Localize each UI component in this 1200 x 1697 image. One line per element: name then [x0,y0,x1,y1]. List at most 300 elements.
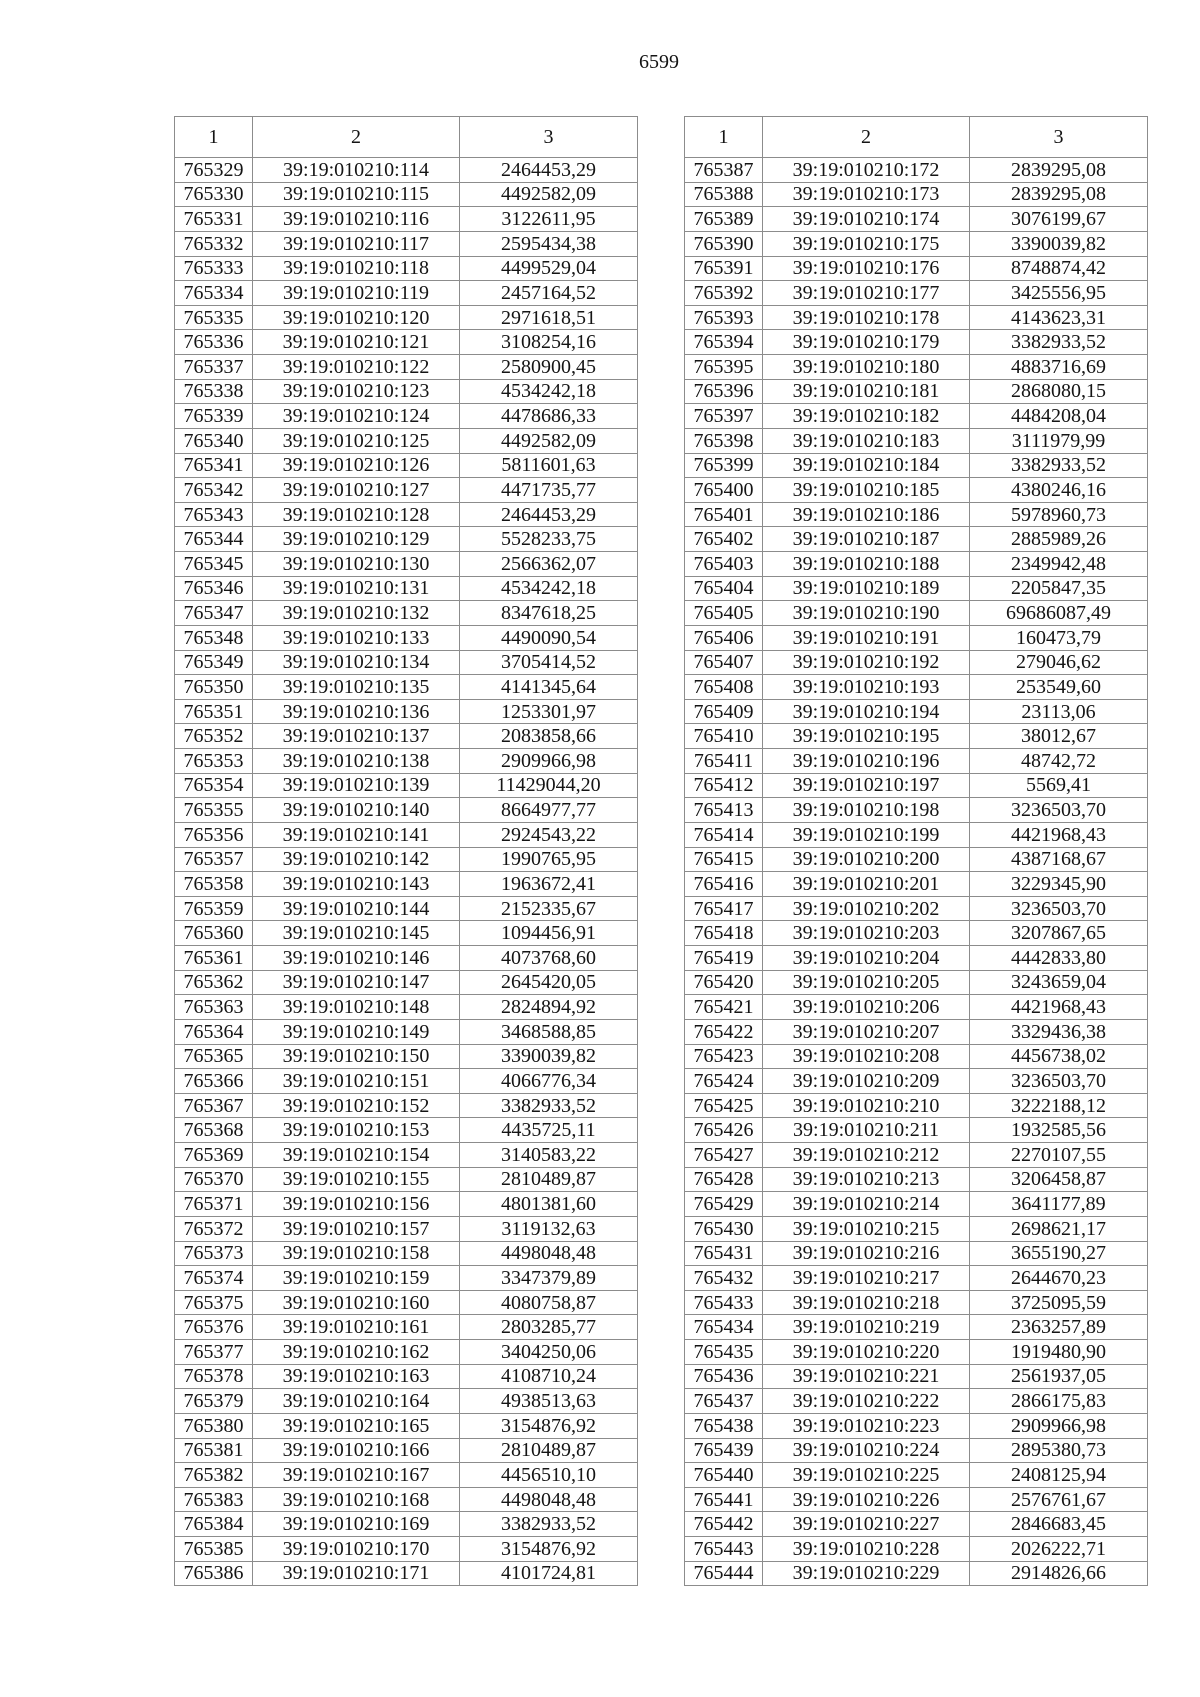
row-number-cell: 765387 [685,158,763,183]
value-cell: 4534242,18 [460,379,638,404]
value-cell: 3207867,65 [970,921,1148,946]
cadastral-number-cell: 39:19:010210:209 [763,1069,970,1094]
cadastral-number-cell: 39:19:010210:150 [253,1044,460,1069]
row-number-cell: 765378 [175,1364,253,1389]
row-number-cell: 765370 [175,1167,253,1192]
row-number-cell: 765373 [175,1241,253,1266]
cadastral-number-cell: 39:19:010210:132 [253,601,460,626]
value-cell: 1932585,56 [970,1118,1148,1143]
row-number-cell: 765436 [685,1364,763,1389]
cadastral-number-cell: 39:19:010210:164 [253,1389,460,1414]
cadastral-number-cell: 39:19:010210:130 [253,552,460,577]
value-cell: 8347618,25 [460,601,638,626]
row-number-cell: 765360 [175,921,253,946]
table-row [175,1364,638,1389]
row-number-cell: 765429 [685,1192,763,1217]
cadastral-number-cell: 39:19:010210:202 [763,896,970,921]
table-row [685,1266,1148,1291]
row-number-cell: 765359 [175,896,253,921]
cadastral-number-cell: 39:19:010210:136 [253,699,460,724]
value-cell: 4435725,11 [460,1118,638,1143]
cadastral-number-cell: 39:19:010210:128 [253,502,460,527]
row-number-cell: 765396 [685,379,763,404]
cadastral-number-cell: 39:19:010210:218 [763,1290,970,1315]
row-number-cell: 765385 [175,1537,253,1562]
cadastral-number-cell: 39:19:010210:124 [253,404,460,429]
cadastral-number-cell: 39:19:010210:169 [253,1512,460,1537]
cadastral-number-cell: 39:19:010210:171 [253,1561,460,1586]
table-row [685,946,1148,971]
value-cell: 2645420,05 [460,970,638,995]
column-header: 3 [970,117,1148,158]
value-cell: 3347379,89 [460,1266,638,1291]
value-cell: 3705414,52 [460,650,638,675]
row-number-cell: 765443 [685,1537,763,1562]
table-row [685,1438,1148,1463]
table-row [685,527,1148,552]
value-cell: 2839295,08 [970,158,1148,183]
table-row [685,1537,1148,1562]
table-row [685,1512,1148,1537]
row-number-cell: 765335 [175,305,253,330]
row-number-cell: 765414 [685,822,763,847]
row-number-cell: 765411 [685,749,763,774]
table-row [175,1019,638,1044]
row-number-cell: 765376 [175,1315,253,1340]
table-row [685,896,1148,921]
row-number-cell: 765330 [175,182,253,207]
table-row [685,773,1148,798]
table-body [175,158,638,1586]
table-row [175,1069,638,1094]
row-number-cell: 765384 [175,1512,253,1537]
row-number-cell: 765413 [685,798,763,823]
cadastral-number-cell: 39:19:010210:227 [763,1512,970,1537]
cadastral-number-cell: 39:19:010210:154 [253,1143,460,1168]
row-number-cell: 765388 [685,182,763,207]
row-number-cell: 765394 [685,330,763,355]
cadastral-number-cell: 39:19:010210:195 [763,724,970,749]
table-header [175,117,638,158]
row-number-cell: 765438 [685,1413,763,1438]
value-cell: 1253301,97 [460,699,638,724]
cadastral-number-cell: 39:19:010210:219 [763,1315,970,1340]
table-row [175,207,638,232]
value-cell: 2824894,92 [460,995,638,1020]
value-cell: 4101724,81 [460,1561,638,1586]
cadastral-number-cell: 39:19:010210:208 [763,1044,970,1069]
cadastral-number-cell: 39:19:010210:159 [253,1266,460,1291]
value-cell: 2644670,23 [970,1266,1148,1291]
row-number-cell: 765379 [175,1389,253,1414]
cadastral-number-cell: 39:19:010210:179 [763,330,970,355]
table-row [175,182,638,207]
row-number-cell: 765364 [175,1019,253,1044]
row-number-cell: 765344 [175,527,253,552]
value-cell: 4534242,18 [460,576,638,601]
table-row [685,1143,1148,1168]
value-cell: 3390039,82 [970,231,1148,256]
row-number-cell: 765440 [685,1463,763,1488]
value-cell: 5569,41 [970,773,1148,798]
table-row [685,749,1148,774]
value-cell: 23113,06 [970,699,1148,724]
table-row [685,158,1148,183]
cadastral-number-cell: 39:19:010210:220 [763,1340,970,1365]
value-cell: 2561937,05 [970,1364,1148,1389]
value-cell: 3236503,70 [970,1069,1148,1094]
table-row [685,921,1148,946]
cadastral-number-cell: 39:19:010210:180 [763,355,970,380]
table-row [175,576,638,601]
cadastral-number-cell: 39:19:010210:174 [763,207,970,232]
row-number-cell: 765430 [685,1216,763,1241]
value-cell: 4143623,31 [970,305,1148,330]
table-row [685,650,1148,675]
row-number-cell: 765390 [685,231,763,256]
cadastral-number-cell: 39:19:010210:173 [763,182,970,207]
table-row [685,970,1148,995]
table-row [685,182,1148,207]
cadastral-number-cell: 39:19:010210:115 [253,182,460,207]
row-number-cell: 765382 [175,1463,253,1488]
cadastral-number-cell: 39:19:010210:186 [763,502,970,527]
row-number-cell: 765386 [175,1561,253,1586]
row-number-cell: 765407 [685,650,763,675]
cadastral-number-cell: 39:19:010210:189 [763,576,970,601]
row-number-cell: 765435 [685,1340,763,1365]
row-number-cell: 765420 [685,970,763,995]
row-number-cell: 765441 [685,1487,763,1512]
cadastral-number-cell: 39:19:010210:149 [253,1019,460,1044]
table-row [175,1315,638,1340]
table-row [685,601,1148,626]
cadastral-number-cell: 39:19:010210:133 [253,625,460,650]
row-number-cell: 765392 [685,281,763,306]
cadastral-number-cell: 39:19:010210:157 [253,1216,460,1241]
value-cell: 4421968,43 [970,995,1148,1020]
row-number-cell: 765404 [685,576,763,601]
table-row [175,1093,638,1118]
value-cell: 2408125,94 [970,1463,1148,1488]
table-row [685,379,1148,404]
table-row [175,355,638,380]
table-row [175,921,638,946]
row-number-cell: 765368 [175,1118,253,1143]
cadastral-number-cell: 39:19:010210:213 [763,1167,970,1192]
value-cell: 2909966,98 [970,1413,1148,1438]
row-number-cell: 765416 [685,872,763,897]
value-cell: 279046,62 [970,650,1148,675]
value-cell: 2971618,51 [460,305,638,330]
value-cell: 4490090,54 [460,625,638,650]
row-number-cell: 765405 [685,601,763,626]
row-number-cell: 765342 [175,478,253,503]
table-row [685,1389,1148,1414]
cadastral-number-cell: 39:19:010210:135 [253,675,460,700]
table-row [175,1044,638,1069]
value-cell: 4066776,34 [460,1069,638,1094]
row-number-cell: 765350 [175,675,253,700]
cadastral-number-cell: 39:19:010210:226 [763,1487,970,1512]
cadastral-number-cell: 39:19:010210:116 [253,207,460,232]
cadastral-number-cell: 39:19:010210:178 [763,305,970,330]
cadastral-number-cell: 39:19:010210:148 [253,995,460,1020]
table-row [175,1143,638,1168]
cadastral-number-cell: 39:19:010210:156 [253,1192,460,1217]
row-number-cell: 765349 [175,650,253,675]
cadastral-number-cell: 39:19:010210:221 [763,1364,970,1389]
value-cell: 2363257,89 [970,1315,1148,1340]
row-number-cell: 765431 [685,1241,763,1266]
cadastral-number-cell: 39:19:010210:139 [253,773,460,798]
cadastral-number-cell: 39:19:010210:199 [763,822,970,847]
value-cell: 4492582,09 [460,182,638,207]
row-number-cell: 765425 [685,1093,763,1118]
cadastral-number-cell: 39:19:010210:216 [763,1241,970,1266]
cadastral-number-cell: 39:19:010210:201 [763,872,970,897]
cadastral-number-cell: 39:19:010210:121 [253,330,460,355]
value-cell: 253549,60 [970,675,1148,700]
value-cell: 3108254,16 [460,330,638,355]
cadastral-number-cell: 39:19:010210:188 [763,552,970,577]
table-row [685,1118,1148,1143]
row-number-cell: 765329 [175,158,253,183]
value-cell: 1963672,41 [460,872,638,897]
value-cell: 4380246,16 [970,478,1148,503]
row-number-cell: 765393 [685,305,763,330]
cadastral-number-cell: 39:19:010210:163 [253,1364,460,1389]
cadastral-number-cell: 39:19:010210:191 [763,625,970,650]
cadastral-number-cell: 39:19:010210:161 [253,1315,460,1340]
row-number-cell: 765372 [175,1216,253,1241]
cadastral-number-cell: 39:19:010210:125 [253,428,460,453]
row-number-cell: 765333 [175,256,253,281]
table-row [175,1192,638,1217]
value-cell: 3119132,63 [460,1216,638,1241]
row-number-cell: 765383 [175,1487,253,1512]
table-row [175,798,638,823]
cadastral-number-cell: 39:19:010210:141 [253,822,460,847]
value-cell: 4421968,43 [970,822,1148,847]
row-number-cell: 765367 [175,1093,253,1118]
cadastral-number-cell: 39:19:010210:210 [763,1093,970,1118]
table-row [175,1118,638,1143]
value-cell: 3154876,92 [460,1537,638,1562]
value-cell: 3111979,99 [970,428,1148,453]
value-cell: 3222188,12 [970,1093,1148,1118]
row-number-cell: 765337 [175,355,253,380]
value-cell: 1990765,95 [460,847,638,872]
value-cell: 2810489,87 [460,1167,638,1192]
value-cell: 4141345,64 [460,675,638,700]
value-cell: 3641177,89 [970,1192,1148,1217]
value-cell: 4498048,48 [460,1241,638,1266]
table-row [685,305,1148,330]
row-number-cell: 765336 [175,330,253,355]
row-number-cell: 765331 [175,207,253,232]
value-cell: 4442833,80 [970,946,1148,971]
row-number-cell: 765398 [685,428,763,453]
cadastral-number-cell: 39:19:010210:175 [763,231,970,256]
cadastral-number-cell: 39:19:010210:204 [763,946,970,971]
value-cell: 4073768,60 [460,946,638,971]
page-number: 6599 [639,51,679,73]
table-row [175,281,638,306]
cadastral-number-cell: 39:19:010210:196 [763,749,970,774]
table-row [175,822,638,847]
value-cell: 38012,67 [970,724,1148,749]
table-row [685,1069,1148,1094]
column-header: 1 [685,117,763,158]
row-number-cell: 765357 [175,847,253,872]
row-number-cell: 765345 [175,552,253,577]
cadastral-number-cell: 39:19:010210:167 [253,1463,460,1488]
cadastral-number-cell: 39:19:010210:166 [253,1438,460,1463]
cadastral-number-cell: 39:19:010210:185 [763,478,970,503]
table-row [685,798,1148,823]
value-cell: 4478686,33 [460,404,638,429]
row-number-cell: 765401 [685,502,763,527]
cadastral-number-cell: 39:19:010210:223 [763,1413,970,1438]
value-cell: 3725095,59 [970,1290,1148,1315]
cadastral-number-cell: 39:19:010210:158 [253,1241,460,1266]
cadastral-number-cell: 39:19:010210:193 [763,675,970,700]
row-number-cell: 765352 [175,724,253,749]
cadastral-number-cell: 39:19:010210:123 [253,379,460,404]
table-row [685,699,1148,724]
value-cell: 11429044,20 [460,773,638,798]
table-row [685,1019,1148,1044]
table-row [685,207,1148,232]
table-row [685,822,1148,847]
row-number-cell: 765419 [685,946,763,971]
value-cell: 3425556,95 [970,281,1148,306]
table-row [685,478,1148,503]
row-number-cell: 765412 [685,773,763,798]
table-row [685,256,1148,281]
row-number-cell: 765424 [685,1069,763,1094]
table-row [175,1463,638,1488]
value-cell: 2580900,45 [460,355,638,380]
table-row [175,1266,638,1291]
row-number-cell: 765358 [175,872,253,897]
cadastral-number-cell: 39:19:010210:212 [763,1143,970,1168]
cadastral-number-cell: 39:19:010210:214 [763,1192,970,1217]
table-row [685,355,1148,380]
cadastral-number-cell: 39:19:010210:225 [763,1463,970,1488]
value-cell: 48742,72 [970,749,1148,774]
table-row [685,1044,1148,1069]
cadastral-number-cell: 39:19:010210:140 [253,798,460,823]
table-row [175,995,638,1020]
cadastral-number-cell: 39:19:010210:177 [763,281,970,306]
row-number-cell: 765410 [685,724,763,749]
table-row [685,502,1148,527]
row-number-cell: 765397 [685,404,763,429]
cadastral-number-cell: 39:19:010210:211 [763,1118,970,1143]
table-row [685,330,1148,355]
cadastral-number-cell: 39:19:010210:215 [763,1216,970,1241]
cadastral-number-cell: 39:19:010210:126 [253,453,460,478]
value-cell: 2803285,77 [460,1315,638,1340]
value-cell: 2464453,29 [460,502,638,527]
value-cell: 2457164,52 [460,281,638,306]
table-row [685,847,1148,872]
table-row [175,1537,638,1562]
value-cell: 2924543,22 [460,822,638,847]
value-cell: 4456510,10 [460,1463,638,1488]
row-number-cell: 765374 [175,1266,253,1291]
table-row [175,379,638,404]
cadastral-number-cell: 39:19:010210:118 [253,256,460,281]
cadastral-number-cell: 39:19:010210:162 [253,1340,460,1365]
value-cell: 4108710,24 [460,1364,638,1389]
row-number-cell: 765389 [685,207,763,232]
cadastral-number-cell: 39:19:010210:144 [253,896,460,921]
value-cell: 3122611,95 [460,207,638,232]
column-header: 3 [460,117,638,158]
cadastral-number-cell: 39:19:010210:155 [253,1167,460,1192]
value-cell: 2885989,26 [970,527,1148,552]
table-row [175,527,638,552]
value-cell: 3154876,92 [460,1413,638,1438]
row-number-cell: 765356 [175,822,253,847]
value-cell: 2152335,67 [460,896,638,921]
row-number-cell: 765355 [175,798,253,823]
cadastral-number-cell: 39:19:010210:229 [763,1561,970,1586]
value-cell: 2866175,83 [970,1389,1148,1414]
cadastral-number-cell: 39:19:010210:181 [763,379,970,404]
table-row [685,281,1148,306]
cadastral-number-cell: 39:19:010210:117 [253,231,460,256]
value-cell: 2270107,55 [970,1143,1148,1168]
cadastral-number-cell: 39:19:010210:153 [253,1118,460,1143]
cadastral-number-cell: 39:19:010210:146 [253,946,460,971]
row-number-cell: 765427 [685,1143,763,1168]
row-number-cell: 765353 [175,749,253,774]
row-number-cell: 765381 [175,1438,253,1463]
table-row [685,1290,1148,1315]
table-row [175,847,638,872]
cadastral-number-cell: 39:19:010210:145 [253,921,460,946]
cadastral-number-cell: 39:19:010210:160 [253,1290,460,1315]
cadastral-number-cell: 39:19:010210:172 [763,158,970,183]
table-row [175,305,638,330]
row-number-cell: 765362 [175,970,253,995]
cadastral-number-cell: 39:19:010210:137 [253,724,460,749]
value-cell: 2698621,17 [970,1216,1148,1241]
value-cell: 4883716,69 [970,355,1148,380]
value-cell: 3382933,52 [970,330,1148,355]
table-row [175,502,638,527]
value-cell: 2576761,67 [970,1487,1148,1512]
table-row [685,1216,1148,1241]
value-cell: 4498048,48 [460,1487,638,1512]
value-cell: 2914826,66 [970,1561,1148,1586]
column-header: 1 [175,117,253,158]
row-number-cell: 765403 [685,552,763,577]
table-row [175,552,638,577]
value-cell: 2868080,15 [970,379,1148,404]
cadastral-number-cell: 39:19:010210:198 [763,798,970,823]
cadastral-number-cell: 39:19:010210:129 [253,527,460,552]
value-cell: 3382933,52 [970,453,1148,478]
table-row [175,1561,638,1586]
table-row [685,1167,1148,1192]
table-row [175,231,638,256]
column-header: 2 [253,117,460,158]
